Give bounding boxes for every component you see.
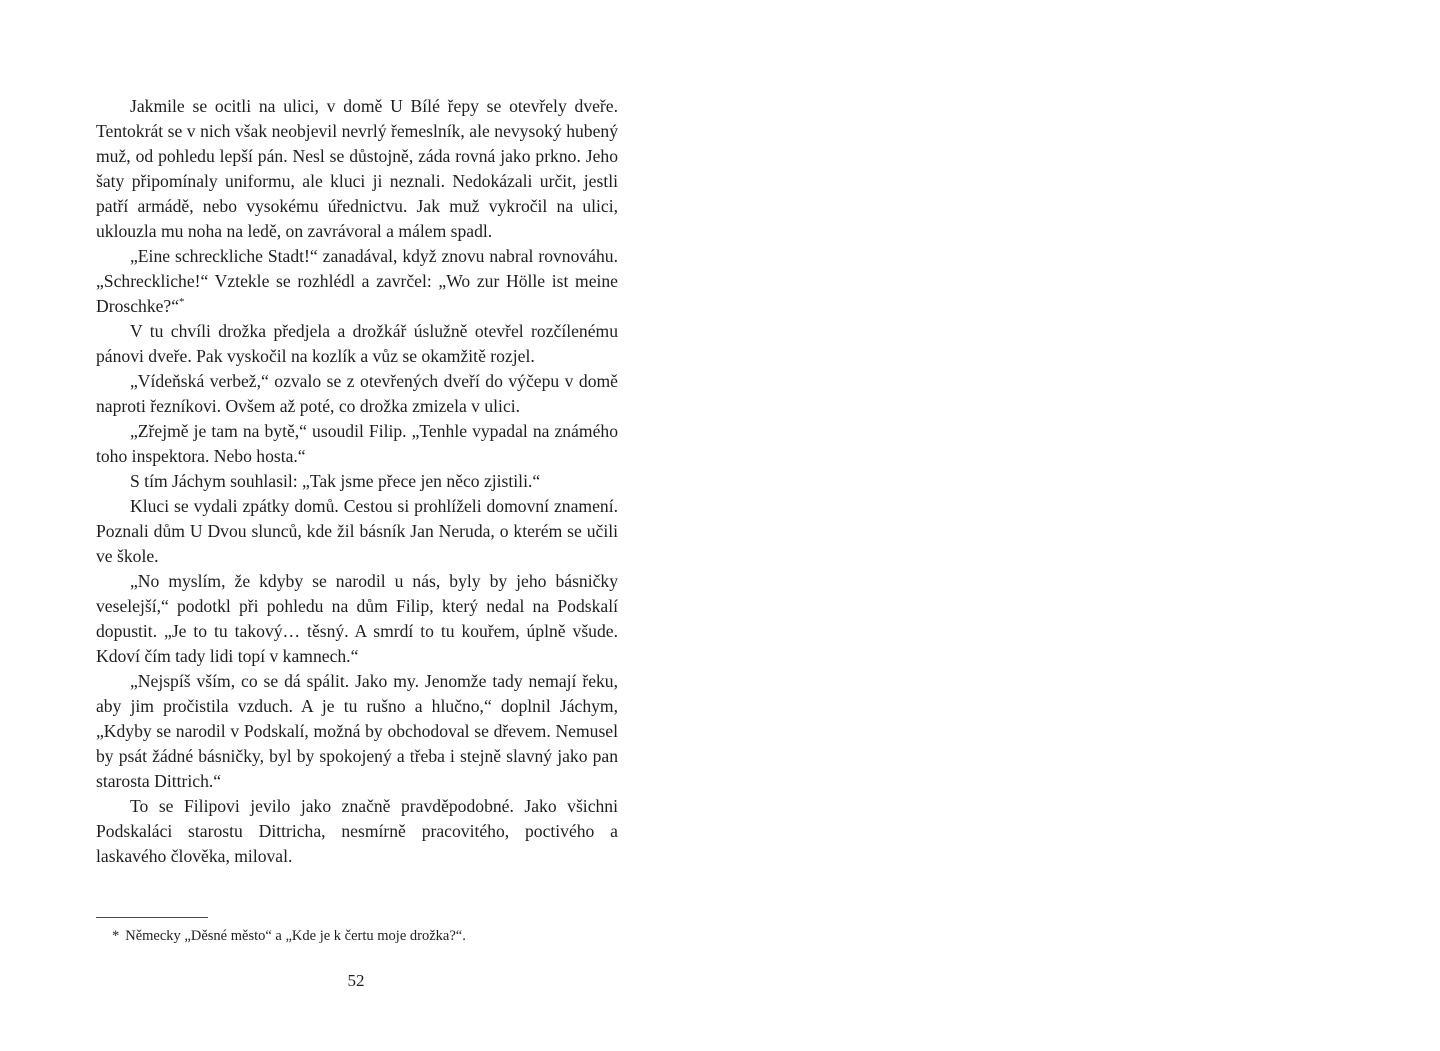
paragraph-7: Kluci se vydali zpátky domů. Cestou si prohlíželi domovní znamení. Poznali dům U Dvou slunců, kde žil básník Jan Neruda, o kterém se učili ve škole.: [96, 496, 618, 566]
paragraph-1: Jakmile se ocitli na ulici, v domě U Bílé řepy se otevřely dveře. Tentokrát se v nich však neobjevil nevrlý řemeslník, ale nevysoký hubený muž, od pohledu lepší pán. Nesl se důstojně, záda rovná jako prkno. Jeho šaty připomínaly uniformu, ale kluci ji neznali. Nedokázali určit, jestli patří armádě, nebo vysokému úřednictvu. Jak muž vykročil na ulici, uklouzla mu noha na ledě, on zavrávoral a málem spadl.: [96, 96, 618, 241]
paragraph-9: „Nejspíš vším, co se dá spálit. Jako my. Jenomže tady nemají řeku, aby jim pročistila vzduch. A je tu rušno a hlučno,“ doplnil Jáchym, „Kdyby se narodil v Podskalí, možná by obchodoval se dřevem. Nemusel by psát žádné básničky, byl by spokojený a třeba i stejně slavný jako pan starosta Dittrich.“: [96, 671, 618, 791]
paragraph-5: „Zřejmě je tam na bytě,“ usoudil Filip. „Tenhle vypadal na známého toho inspektora. Nebo hosta.“: [96, 421, 618, 466]
paragraph-2-text: „Eine schreckliche Stadt!“ zanadával, když znovu nabral rovnováhu. „Schreckliche!“ Vztekle se rozhlédl a zavrčel: „Wo zur Hölle ist meine Droschke?“: [96, 246, 618, 316]
paragraph-2: [96, 244, 618, 319]
paragraph-4: „Vídeňská verbež,“ ozvalo se z otevřených dveří do výčepu v domě naproti řezníkovi. Ovšem až poté, co drožka zmizela v ulici.: [96, 371, 618, 416]
paragraph-6: S tím Jáchym souhlasil: „Tak jsme přece jen něco zjistili.“: [130, 471, 541, 491]
right-page-blank: [720, 0, 1440, 1051]
footnote-reference: *: [179, 296, 185, 309]
paragraph-10: To se Filipovi jevilo jako značně pravděpodobné. Jako všichni Podskaláci starostu Dittricha, nesmírně pracovitého, poctivého a laskavého člověka, miloval.: [96, 796, 618, 866]
paragraph-8: „No myslím, že kdyby se narodil u nás, byly by jeho básničky veselejší,“ podotkl při pohledu na dům Filip, který nedal na Podskalí dopustit. „Je to tu takový… těsný. A smrdí to tu kouřem, úplně všude. Kdoví čím tady lidi topí v kamnech.“: [96, 571, 618, 666]
page-number: 52: [347, 971, 365, 990]
footnote-divider: [96, 917, 208, 918]
footnote: [112, 926, 632, 946]
footnote-text: Německy „Děsné město“ a „Kde je k čertu moje drožka?“.: [125, 928, 466, 944]
paragraph-3: V tu chvíli drožka předjela a drožkář úslužně otevřel rozčílenému pánovi dveře. Pak vyskočil na kozlík a vůz se okamžitě rozjel.: [96, 321, 618, 366]
footnote-marker: *: [112, 928, 120, 944]
body-text: [96, 94, 618, 869]
